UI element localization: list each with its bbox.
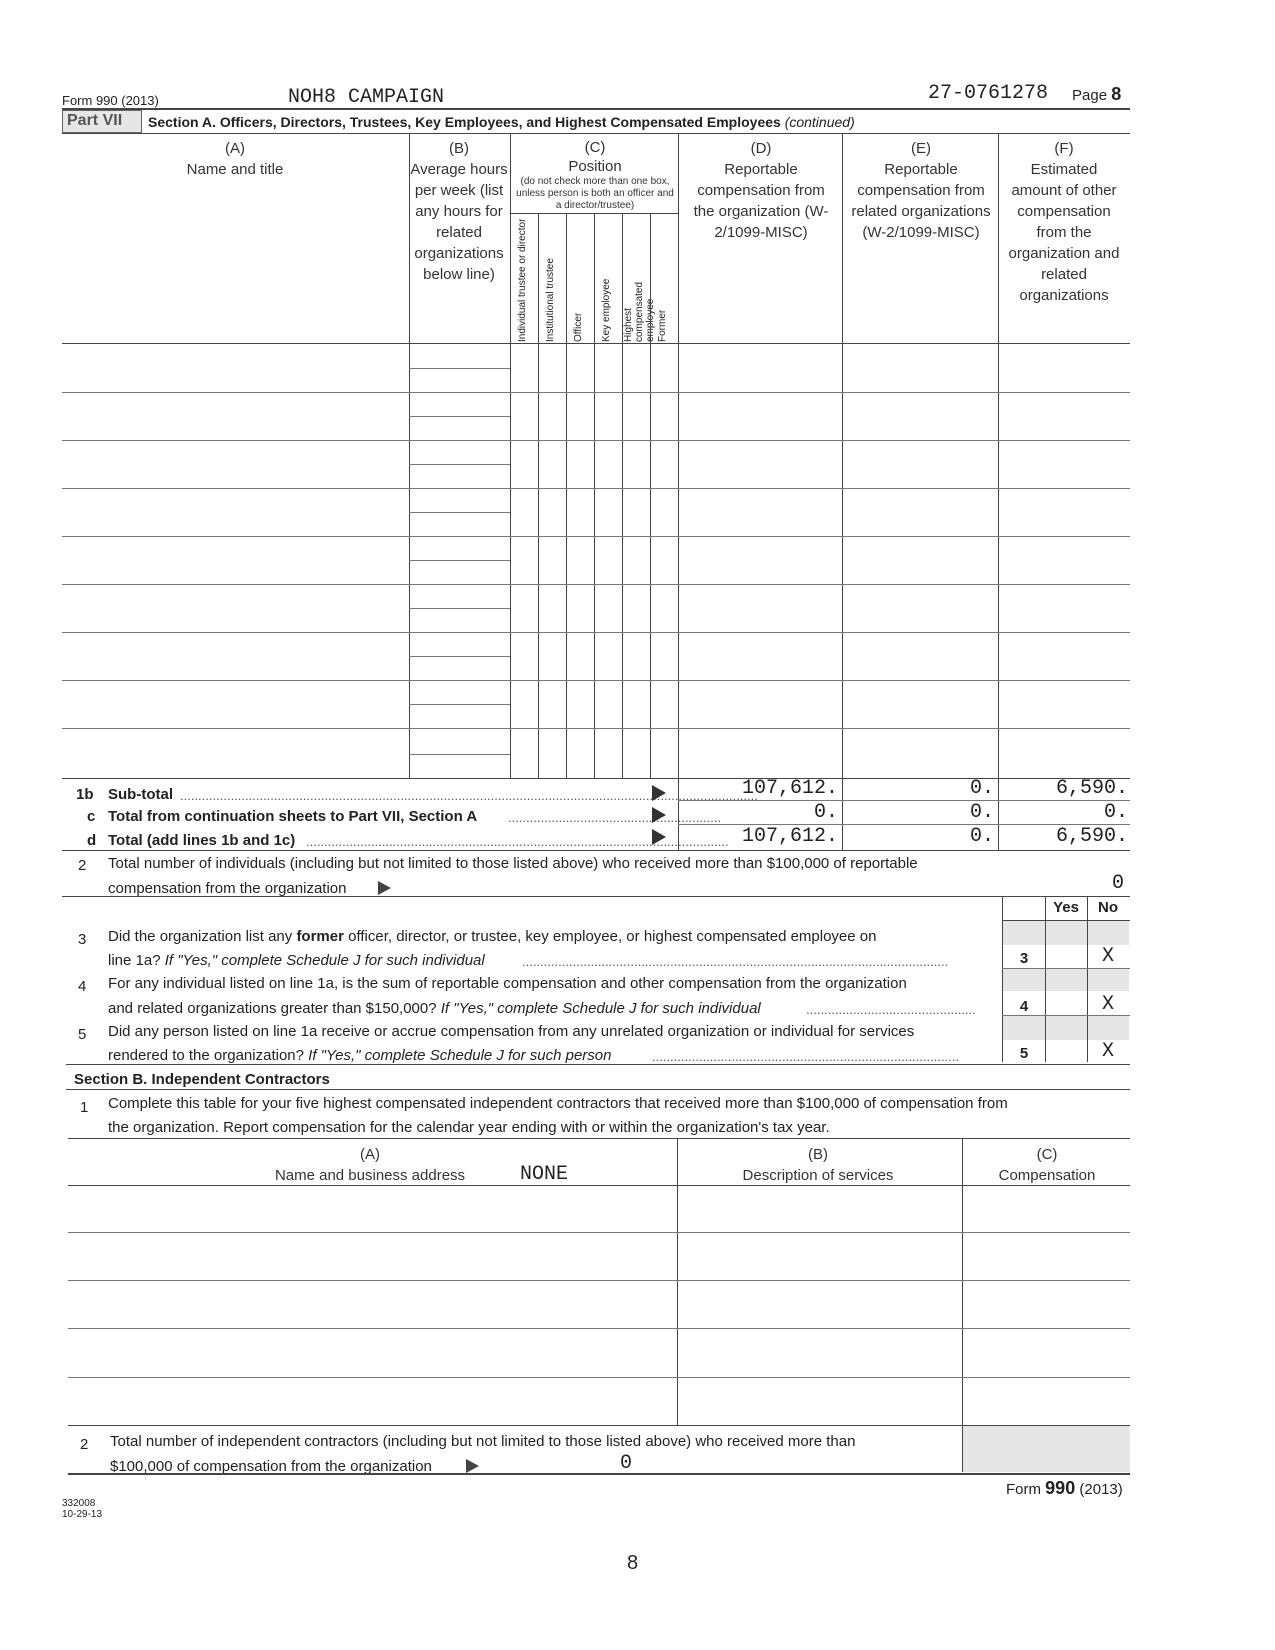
page-number: 8	[1111, 84, 1122, 104]
sb-row-rule	[68, 1328, 1130, 1329]
sb-col-c-title: Compensation	[998, 1167, 1096, 1184]
header-rule	[62, 108, 1130, 110]
col-divider-d-e	[842, 133, 843, 851]
hours-split	[409, 608, 510, 609]
q3-leader: ......................................................................................................................	[522, 954, 949, 969]
totals-bottom-rule	[62, 850, 1130, 851]
c-sub-highest: Highest compensated employee	[623, 281, 656, 342]
line-1c-arrow-icon	[652, 807, 666, 823]
shade-cell	[1003, 921, 1129, 945]
sb-row-rule	[68, 1280, 1130, 1281]
line-2-num: 2	[78, 857, 87, 874]
q5-line1: Did any person listed on line 1a receive or accrue compensation from any unrelated organization or individual for services	[108, 1023, 915, 1040]
sb-col-b-title: Description of services	[742, 1167, 894, 1184]
no-header: No	[1098, 899, 1118, 916]
q5-line-ref: 5	[1019, 1045, 1029, 1062]
hours-split	[409, 416, 510, 417]
q3-text-c: officer, director, or trustee, key employee, or highest compensated employee on	[343, 928, 877, 945]
sb-line2-value: 0	[620, 1452, 633, 1475]
footer-form-number: 990	[1045, 1478, 1076, 1498]
q4-line1: For any individual listed on line 1a, is the sum of reportable compensation and other compensation from the organization	[108, 975, 907, 992]
row-rule	[62, 680, 1130, 681]
q3-text-a: Did the organization list any	[108, 928, 297, 945]
line-2-rule	[62, 896, 1130, 897]
row-rule	[62, 728, 1130, 729]
q4-line2	[108, 1000, 761, 1017]
org-name: NOH8 CAMPAIGN	[288, 86, 445, 109]
shade-cell	[1003, 1016, 1129, 1040]
part-tag	[62, 110, 142, 133]
footer-form-label	[1006, 1478, 1123, 1499]
q3-num: 3	[78, 931, 87, 948]
footer-code1: 332008	[62, 1498, 96, 1509]
subtotal-d: 107,612.	[741, 777, 838, 800]
line-1b-leader: ................................................................................................................................................................	[180, 788, 758, 803]
sb-col-a-letter: (A)	[360, 1146, 380, 1163]
sb-line2-shade	[963, 1426, 1130, 1472]
footer-codes	[62, 1498, 102, 1520]
col-divider-a-b	[409, 133, 410, 778]
col-divider-c3	[594, 213, 595, 778]
col-divider-c1	[538, 213, 539, 778]
table-head-rule	[62, 343, 1130, 344]
q3-line-ref: 3	[1019, 950, 1029, 967]
continued-label: (continued)	[784, 114, 855, 130]
q4-line-ref: 4	[1019, 998, 1029, 1015]
col-divider-b-c	[510, 133, 511, 778]
section-b-rule	[66, 1089, 1130, 1090]
sb-line2-arrow-icon	[466, 1459, 479, 1473]
line-1b-arrow-icon	[652, 785, 666, 801]
line-1d-leader: .....................................................................................................................	[306, 834, 729, 849]
sb-line2-text1: Total number of independent contractors (including but not limited to those listed above) who received more than	[110, 1433, 856, 1450]
hours-split	[409, 512, 510, 513]
line-1c-leader: ...........................................................	[508, 810, 722, 825]
questions-bottom-rule	[66, 1064, 1130, 1065]
col-divider-c4	[622, 213, 623, 778]
total-f: 6,590.	[1055, 825, 1128, 848]
col-a-title: Name and title	[186, 161, 284, 178]
row-rule	[62, 536, 1130, 537]
hours-split	[409, 754, 510, 755]
q3-text-italic: If "Yes," complete Schedule J for such individual	[164, 952, 485, 969]
q5-text-italic: If "Yes," complete Schedule J for such person	[308, 1047, 612, 1064]
section-b-title: Section B. Independent Contractors	[74, 1071, 330, 1088]
line-2-value: 0	[1112, 872, 1125, 895]
line-1c-num: c	[87, 808, 96, 825]
hours-split	[409, 368, 510, 369]
c-sub-institutional: Institutional trustee	[545, 258, 556, 342]
col-a-header	[160, 138, 310, 180]
sb-col-a-title: Name and business address	[274, 1167, 466, 1184]
ein: 27-0761278	[928, 82, 1049, 105]
sb-none-value: NONE	[520, 1163, 569, 1186]
yesno-divider	[1045, 896, 1046, 1062]
c-sub-officer: Officer	[573, 312, 584, 342]
page-indicator	[1072, 84, 1121, 105]
sb-col-b-letter: (B)	[808, 1146, 828, 1163]
line-2-text1: Total number of individuals (including but not limited to those listed above) who received more than $100,000 of reportable	[108, 855, 918, 872]
col-d-letter: (D)	[750, 140, 772, 157]
page-label: Page	[1072, 87, 1108, 104]
line-1d-num: d	[87, 832, 97, 849]
hours-split	[409, 704, 510, 705]
section-b-table-top	[68, 1138, 1130, 1139]
col-divider-c-d	[678, 133, 679, 851]
col-c-note: (do not check more than one box, unless person is both an officer and a director/trustee)	[516, 176, 674, 211]
total-e: 0.	[969, 825, 994, 848]
sb-head-rule	[68, 1185, 1130, 1186]
row-rule	[62, 584, 1130, 585]
hours-split	[409, 464, 510, 465]
shade-cell	[1003, 969, 1129, 991]
total-d: 107,612.	[741, 825, 838, 848]
line-1b-num: 1b	[76, 786, 94, 803]
section-b-text1: Complete this table for your five highest compensated independent contractors that received more than $100,000 of compensation from	[108, 1095, 1008, 1112]
c-sub-key-employee: Key employee	[601, 278, 612, 342]
footer-form-year: (2013)	[1075, 1481, 1123, 1498]
line-1c-text: Total from continuation sheets to Part VII, Section A	[108, 808, 478, 825]
sb-bottom-rule	[68, 1473, 1130, 1475]
continuation-d: 0.	[813, 801, 838, 824]
line-1d-arrow-icon	[652, 829, 666, 845]
q4-answer-no[interactable]: X	[1101, 993, 1114, 1016]
col-b-header	[410, 138, 508, 285]
q4-leader: ...............................................	[806, 1002, 976, 1017]
section-b-text2: the organization. Report compensation for the calendar year ending with or within the organization's tax year.	[108, 1119, 830, 1136]
sb-line2-num: 2	[80, 1436, 89, 1453]
sb-row-rule	[68, 1377, 1130, 1378]
section-a-rule	[62, 133, 1130, 134]
line-2-arrow-icon	[378, 881, 391, 895]
col-d-title: Reportable compensation from the organization (W-2/1099-MISC)	[693, 161, 829, 241]
c-sub-former: Former	[657, 309, 668, 342]
q3-answer-no[interactable]: X	[1101, 945, 1114, 968]
col-divider-c5	[650, 213, 651, 778]
col-f-header	[1006, 138, 1122, 306]
col-c-header	[512, 138, 678, 212]
col-e-header	[848, 138, 994, 243]
col-d-header	[688, 138, 834, 243]
footer-form-word: Form	[1006, 1481, 1046, 1498]
col-a-letter: (A)	[225, 140, 245, 157]
line-2-text2: compensation from the organization	[108, 880, 347, 897]
col-e-title: Reportable compensation from related organizations (W-2/1099-MISC)	[851, 161, 991, 241]
q4-num: 4	[78, 978, 87, 995]
yesno-divider	[1002, 896, 1003, 1062]
q5-text-line2: rendered to the organization?	[108, 1047, 309, 1064]
col-e-letter: (E)	[911, 140, 931, 157]
part-label: Part VII	[67, 112, 123, 129]
yesno-divider	[1087, 896, 1088, 1062]
sb-row-rule	[68, 1232, 1130, 1233]
col-divider-c2	[566, 213, 567, 778]
section-a-title: Section A. Officers, Directors, Trustees, Key Employees, and Highest Compensated Employees	[148, 114, 781, 130]
continuation-f: 0.	[1103, 801, 1128, 824]
col-f-letter: (F)	[1054, 140, 1074, 157]
footer-page-number: 8	[627, 1552, 639, 1574]
section-a-heading	[148, 114, 855, 130]
q5-answer-no[interactable]: X	[1101, 1040, 1114, 1063]
q3-text-line2: line 1a?	[108, 952, 165, 969]
footer-code2: 10-29-13	[62, 1509, 103, 1520]
row-rule	[62, 392, 1130, 393]
col-f-title: Estimated amount of other compensation from the organization and related organizations	[1008, 161, 1120, 304]
q3-text-bold: former	[296, 928, 344, 945]
q5-leader: .....................................................................................	[652, 1049, 960, 1064]
sb-col-a-header	[260, 1144, 480, 1186]
section-b-num: 1	[80, 1099, 89, 1116]
yes-header: Yes	[1053, 899, 1079, 916]
sb-line2-text2: $100,000 of compensation from the organization	[110, 1458, 432, 1475]
q4-text-line2: and related organizations greater than $150,000?	[108, 1000, 441, 1017]
continuation-e: 0.	[969, 801, 994, 824]
line-1d-text: Total (add lines 1b and 1c)	[108, 832, 296, 849]
subtotal-f: 6,590.	[1055, 777, 1128, 800]
form-label: Form 990 (2013)	[62, 93, 159, 108]
q3-line2	[108, 952, 485, 969]
sb-col-b-header	[720, 1144, 916, 1186]
q5-num: 5	[78, 1026, 87, 1043]
line-1b-text: Sub-total	[108, 786, 173, 803]
col-b-title: Average hours per week (list any hours for related organizations below line)	[410, 161, 508, 283]
col-divider-e-f	[998, 133, 999, 851]
row-rule	[62, 488, 1130, 489]
col-c-title: Position	[568, 158, 622, 175]
q4-text-italic: If "Yes," complete Schedule J for such individual	[440, 1000, 761, 1017]
q3-line1	[108, 928, 876, 945]
sb-col-c-letter: (C)	[1036, 1146, 1058, 1163]
q5-line2	[108, 1047, 611, 1064]
row-rule	[62, 440, 1130, 441]
row-rule	[62, 632, 1130, 633]
hours-split	[409, 656, 510, 657]
sb-divider-b-c	[962, 1138, 963, 1472]
col-b-letter: (B)	[449, 140, 469, 157]
sb-divider-a-b	[677, 1138, 678, 1425]
col-c-letter: (C)	[584, 139, 606, 156]
c-sub-individual: Individual trustee or director	[517, 218, 528, 342]
subtotal-e: 0.	[969, 777, 994, 800]
sb-col-c-header	[964, 1144, 1130, 1186]
hours-split	[409, 560, 510, 561]
yesno-rule	[1002, 968, 1130, 969]
